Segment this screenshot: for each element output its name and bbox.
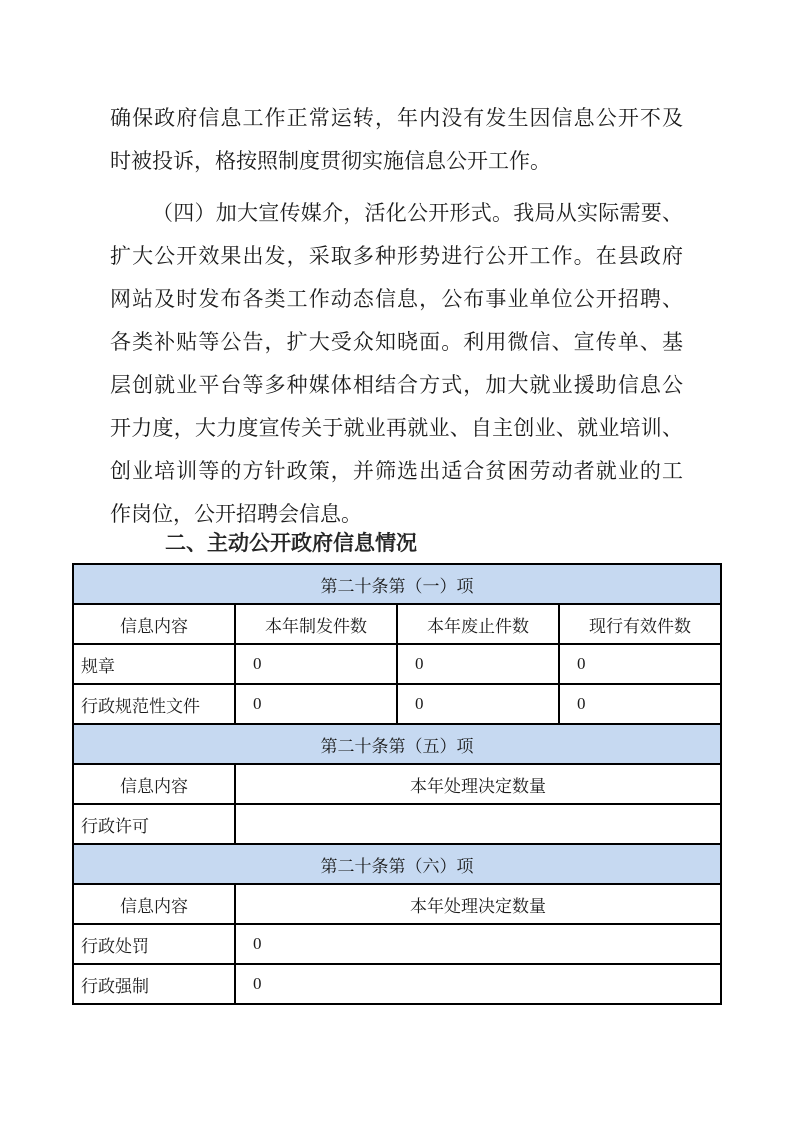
table-col-header: 本年处理决定数量 [235,884,721,924]
table-col-header: 本年废止件数 [397,604,559,644]
paragraph [110,97,683,183]
table-cell-value [235,804,721,844]
table-section-title: 第二十条第（六）项 [73,844,721,884]
table-cell-value: 0 [397,644,559,684]
table-section-row [73,844,721,884]
paragraph-line: 网站及时发布各类工作动态信息，公布事业单位公开招聘、 [110,287,683,311]
table-row [73,924,721,964]
paragraph-line: 确保政府信息工作正常运转，年内没有发生因信息公开不及 [110,106,683,130]
table-row [73,804,721,844]
paragraph-line: 创业培训等的方针政策，并筛选出适合贫困劳动者就业的工 [110,459,683,483]
table-section-title: 第二十条第（一）项 [73,564,721,604]
paragraph-line: 扩大公开效果出发，采取多种形势进行公开工作。在县政府 [110,244,683,268]
body-text-block [110,97,683,536]
table-row-label: 行政许可 [73,804,235,844]
paragraph-line: 作岗位，公开招聘会信息。 [110,502,362,526]
table-cell-value: 0 [235,684,397,724]
table-row [73,684,721,724]
table-section-title: 第二十条第（五）项 [73,724,721,764]
table-cell-value: 0 [235,644,397,684]
table-row-label: 行政强制 [73,964,235,1004]
disclosure-table [72,563,722,1005]
table-section-row [73,724,721,764]
paragraph-line: 开力度，大力度宣传关于就业再就业、自主创业、就业培训、 [110,416,683,440]
table-col-header: 本年处理决定数量 [235,764,721,804]
table-header-row [73,884,721,924]
table-header-row [73,764,721,804]
table-header-row [73,604,721,644]
table-cell-value: 0 [397,684,559,724]
paragraph-line: 时被投诉，格按照制度贯彻实施信息公开工作。 [110,149,551,173]
table-cell-value: 0 [559,644,721,684]
table-col-header: 信息内容 [73,764,235,804]
table-col-header: 本年制发件数 [235,604,397,644]
table-cell-value: 0 [235,924,721,964]
table-col-header: 信息内容 [73,884,235,924]
paragraph-line: （四）加大宣传媒介，活化公开形式。我局从实际需要、 [152,201,683,225]
table-cell-value: 0 [235,964,721,1004]
table-cell-value: 0 [559,684,721,724]
paragraph-line: 层创就业平台等多种媒体相结合方式，加大就业援助信息公 [110,373,683,397]
table-section-row [73,564,721,604]
table-col-header: 现行有效件数 [559,604,721,644]
table-row-label: 行政处罚 [73,924,235,964]
table-row-label: 行政规范性文件 [73,684,235,724]
section-heading: 二、主动公开政府信息情况 [165,532,417,555]
table-col-header: 信息内容 [73,604,235,644]
table-row-label: 规章 [73,644,235,684]
paragraph [110,192,683,536]
paragraph-line: 各类补贴等公告，扩大受众知晓面。利用微信、宣传单、基 [110,330,683,354]
table-row [73,964,721,1004]
table-row [73,644,721,684]
